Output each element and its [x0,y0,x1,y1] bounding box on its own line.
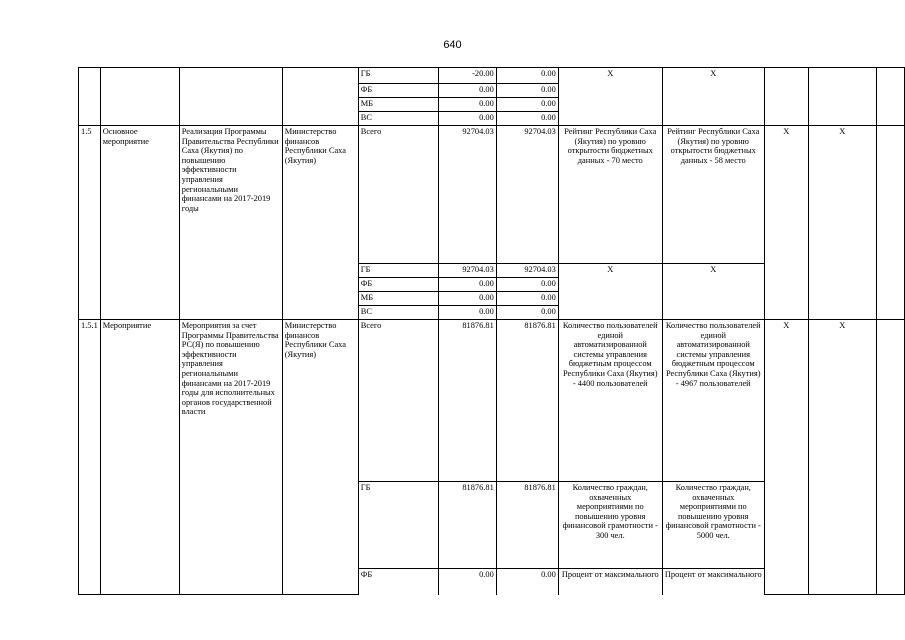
table-row [79,320,905,482]
name-cell: Реализация Программы Правительства Республики Саха (Якутия) по повышению эффективности управления региональными финансами на 2017-2019 годы [179,126,282,320]
indicator-cell: Х [558,264,662,320]
extra-cell [876,126,904,320]
budget-table [78,67,905,595]
value-cell: 81876.81 [438,482,496,569]
source-cell: Всего [358,320,438,482]
table-row [79,68,905,84]
value-cell: 0.00 [496,112,558,126]
source-cell: ГБ [358,264,438,278]
name-cell [179,68,282,126]
num-cell: 1.5 [79,126,101,320]
mark-cell: Х [808,320,876,595]
value-cell: 0.00 [438,569,496,595]
indicator-cell: Количество пользователей единой автоматизированной системы управления бюджетным процессом Республики Саха (Якутия) - 4400 пользователей [558,320,662,482]
source-cell: ВС [358,112,438,126]
mark-cell: Х [764,126,808,320]
value-cell: 81876.81 [438,320,496,482]
value-cell: 92704.03 [438,264,496,278]
indicator-cell: Рейтинг Республики Саха (Якутия) по уровню открытости бюджетных данных - 58 место [662,126,764,264]
value-cell: 0.00 [496,84,558,98]
value-cell: 0.00 [438,306,496,320]
value-cell: 0.00 [438,98,496,112]
value-cell: 0.00 [438,292,496,306]
value-cell: 92704.03 [496,264,558,278]
source-cell: МБ [358,98,438,112]
source-cell: ГБ [358,482,438,569]
indicator-cell: Процент от максимального [558,569,662,595]
value-cell: 0.00 [496,569,558,595]
value-cell: 0.00 [496,278,558,292]
value-cell: 92704.03 [496,126,558,264]
source-cell: МБ [358,292,438,306]
indicator-cell: Х [558,68,662,126]
indicator-cell: Х [662,68,764,126]
indicator-cell: Х [662,264,764,320]
value-cell: 0.00 [438,84,496,98]
value-cell: 0.00 [438,278,496,292]
name-cell: Мероприятия за счет Программы Правительства РС(Я) по повышению эффективности управления региональными финансами на 2017-2019 годы для исполнительных органов государственной власти [179,320,282,595]
mark-cell [764,68,808,126]
num-cell: 1.5.1 [79,320,101,595]
extra-cell [876,320,904,595]
indicator-cell: Количество граждан, охваченных мероприятиями по повышению уровня финансовой грамотности - 5000 чел. [662,482,764,569]
value-cell: 0.00 [496,98,558,112]
value-cell: 81876.81 [496,482,558,569]
executor-cell: Министерство финансов Республики Саха (Якутия) [282,126,358,320]
mark-cell: Х [808,126,876,320]
table-row [79,126,905,264]
type-cell: Мероприятие [100,320,179,595]
mark-cell: Х [764,320,808,595]
value-cell: 92704.03 [438,126,496,264]
num-cell [79,68,101,126]
indicator-cell: Количество граждан, охваченных мероприятиями по повышению уровня финансовой грамотности - 300 чел. [558,482,662,569]
source-cell: ФБ [358,278,438,292]
source-cell: ФБ [358,569,438,595]
executor-cell [282,68,358,126]
source-cell: ФБ [358,84,438,98]
indicator-cell: Рейтинг Республики Саха (Якутия) по уровню открытости бюджетных данных - 70 место [558,126,662,264]
value-cell: 81876.81 [496,320,558,482]
type-cell [100,68,179,126]
value-cell: 0.00 [496,292,558,306]
value-cell: 0.00 [496,68,558,84]
value-cell: 0.00 [438,112,496,126]
value-cell: -20.00 [438,68,496,84]
type-cell: Основное мероприятие [100,126,179,320]
indicator-cell: Количество пользователей единой автоматизированной системы управления бюджетным процессом Республики Саха (Якутия) - 4967 пользователей [662,320,764,482]
value-cell: 0.00 [496,306,558,320]
mark-cell [808,68,876,126]
page-number: 640 [443,39,462,51]
executor-cell: Министерство финансов Республики Саха (Якутия) [282,320,358,595]
extra-cell [876,68,904,126]
source-cell: ГБ [358,68,438,84]
indicator-cell: Процент от максимального [662,569,764,595]
source-cell: Всего [358,126,438,264]
source-cell: ВС [358,306,438,320]
